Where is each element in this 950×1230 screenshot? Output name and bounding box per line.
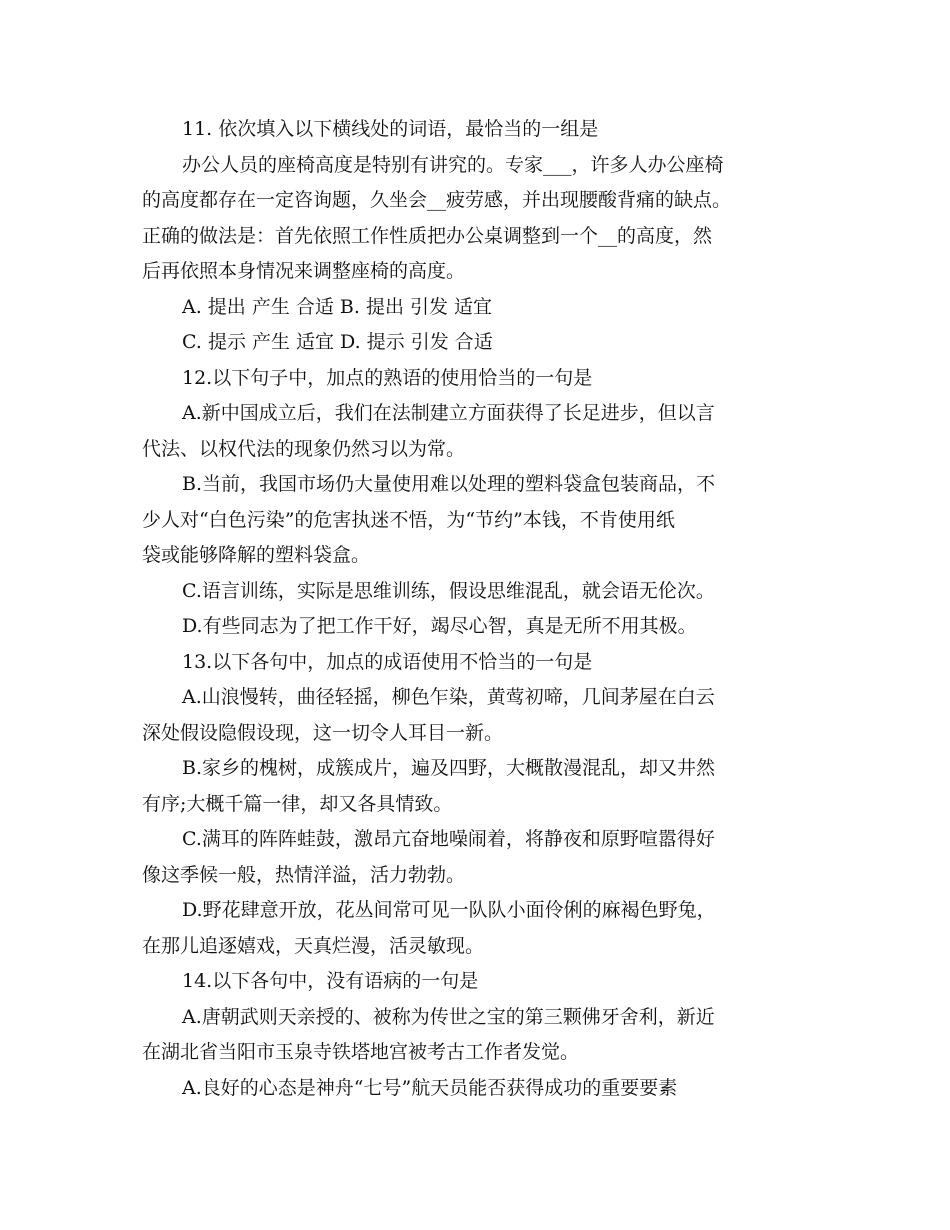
- question-11-passage-line-3: 正确的做法是：首先依照工作性质把办公桌调整到一个__的高度，然: [142, 224, 713, 247]
- question-12-option-a-line-1: A.新中国成立后，我们在法制建立方面获得了长足进步，但以言: [182, 402, 715, 424]
- question-12-option-d: D.有些同志为了把工作干好，竭尽心智，真是无所不用其极。: [182, 615, 697, 637]
- question-13-prompt: 13.以下各句中，加点的成语使用不恰当的一句是: [182, 650, 593, 673]
- question-13-option-c-line-2: 像这季候一般，热情洋溢，活力勃勃。: [142, 863, 466, 886]
- question-11-passage-line-4: 后再依照本身情况来调整座椅的高度。: [142, 260, 466, 282]
- question-13-option-b-line-2: 有序;大概千篇一律，却又各具情致。: [142, 792, 453, 815]
- question-11-passage-line-1: 办公人员的座椅高度是特别有讲究的。专家___，许多人办公座椅: [182, 153, 724, 176]
- question-11-passage-line-2: 的高度都存在一定咨询题，久坐会__疲劳感，并出现腰酸背痛的缺点。: [142, 189, 732, 211]
- question-14-option-a-line-1: A.唐朝武则天亲授的、被称为传世之宝的第三颗佛牙舍利，新近: [182, 1005, 715, 1028]
- question-12-option-b-line-2: 少人对“白色污染”的危害执迷不悟，为“节约”本钱，不肯使用纸: [142, 508, 675, 531]
- question-14-option-a-line-2: 在湖北省当阳市玉泉寺铁塔地宫被考古工作者发觉。: [142, 1041, 580, 1063]
- question-14-option-a2: A.良好的心态是神舟“七号”航天员能否获得成功的重要要素: [182, 1076, 678, 1099]
- question-13-option-c-line-1: C.满耳的阵阵蛙鼓，激昂亢奋地噪闹着，将静夜和原野喧嚣得好: [182, 828, 715, 850]
- question-13-option-b-line-1: B.家乡的槐树，成簇成片，遍及四野，大概散漫混乱，却又井然: [182, 757, 716, 779]
- question-11-prompt: 11. 依次填入以下横线处的词语，最恰当的一组是: [182, 118, 599, 140]
- question-12-option-a-line-2: 代法、以权代法的现象仍然习以为常。: [142, 437, 466, 460]
- question-11-options-cd: C. 提示 产生 适宜 D. 提示 引发 合适: [182, 331, 493, 353]
- question-12-option-b-line-1: B.当前，我国市场仍大量使用难以处理的塑料袋盒包装商品，不: [182, 473, 716, 495]
- question-14-prompt: 14.以下各句中，没有语病的一句是: [182, 970, 479, 992]
- question-13-option-d-line-2: 在那儿追逐嬉戏，天真烂漫，活灵敏现。: [142, 934, 485, 957]
- question-11-options-ab: A. 提出 产生 合适 B. 提出 引发 适宜: [182, 295, 493, 318]
- question-12-option-c: C.语言训练，实际是思维训练，假设思维混乱，就会语无伦次。: [182, 579, 715, 602]
- question-12-option-b-line-3: 袋或能够降解的塑料袋盒。: [142, 544, 371, 566]
- document-body: [142, 112, 832, 1106]
- question-13-option-a-line-1: A.山浪慢转，曲径轻摇，柳色乍染，黄莺初啼，几间茅屋在白云: [182, 686, 715, 708]
- question-13-option-a-line-2: 深处假设隐假设现，这一切令人耳目一新。: [142, 721, 504, 744]
- question-12-prompt: 12.以下句子中，加点的熟语的使用恰当的一句是: [182, 366, 593, 389]
- question-13-option-d-line-1: D.野花肆意开放，花丛间常可见一队队小面伶俐的麻褐色野兔，: [182, 899, 716, 921]
